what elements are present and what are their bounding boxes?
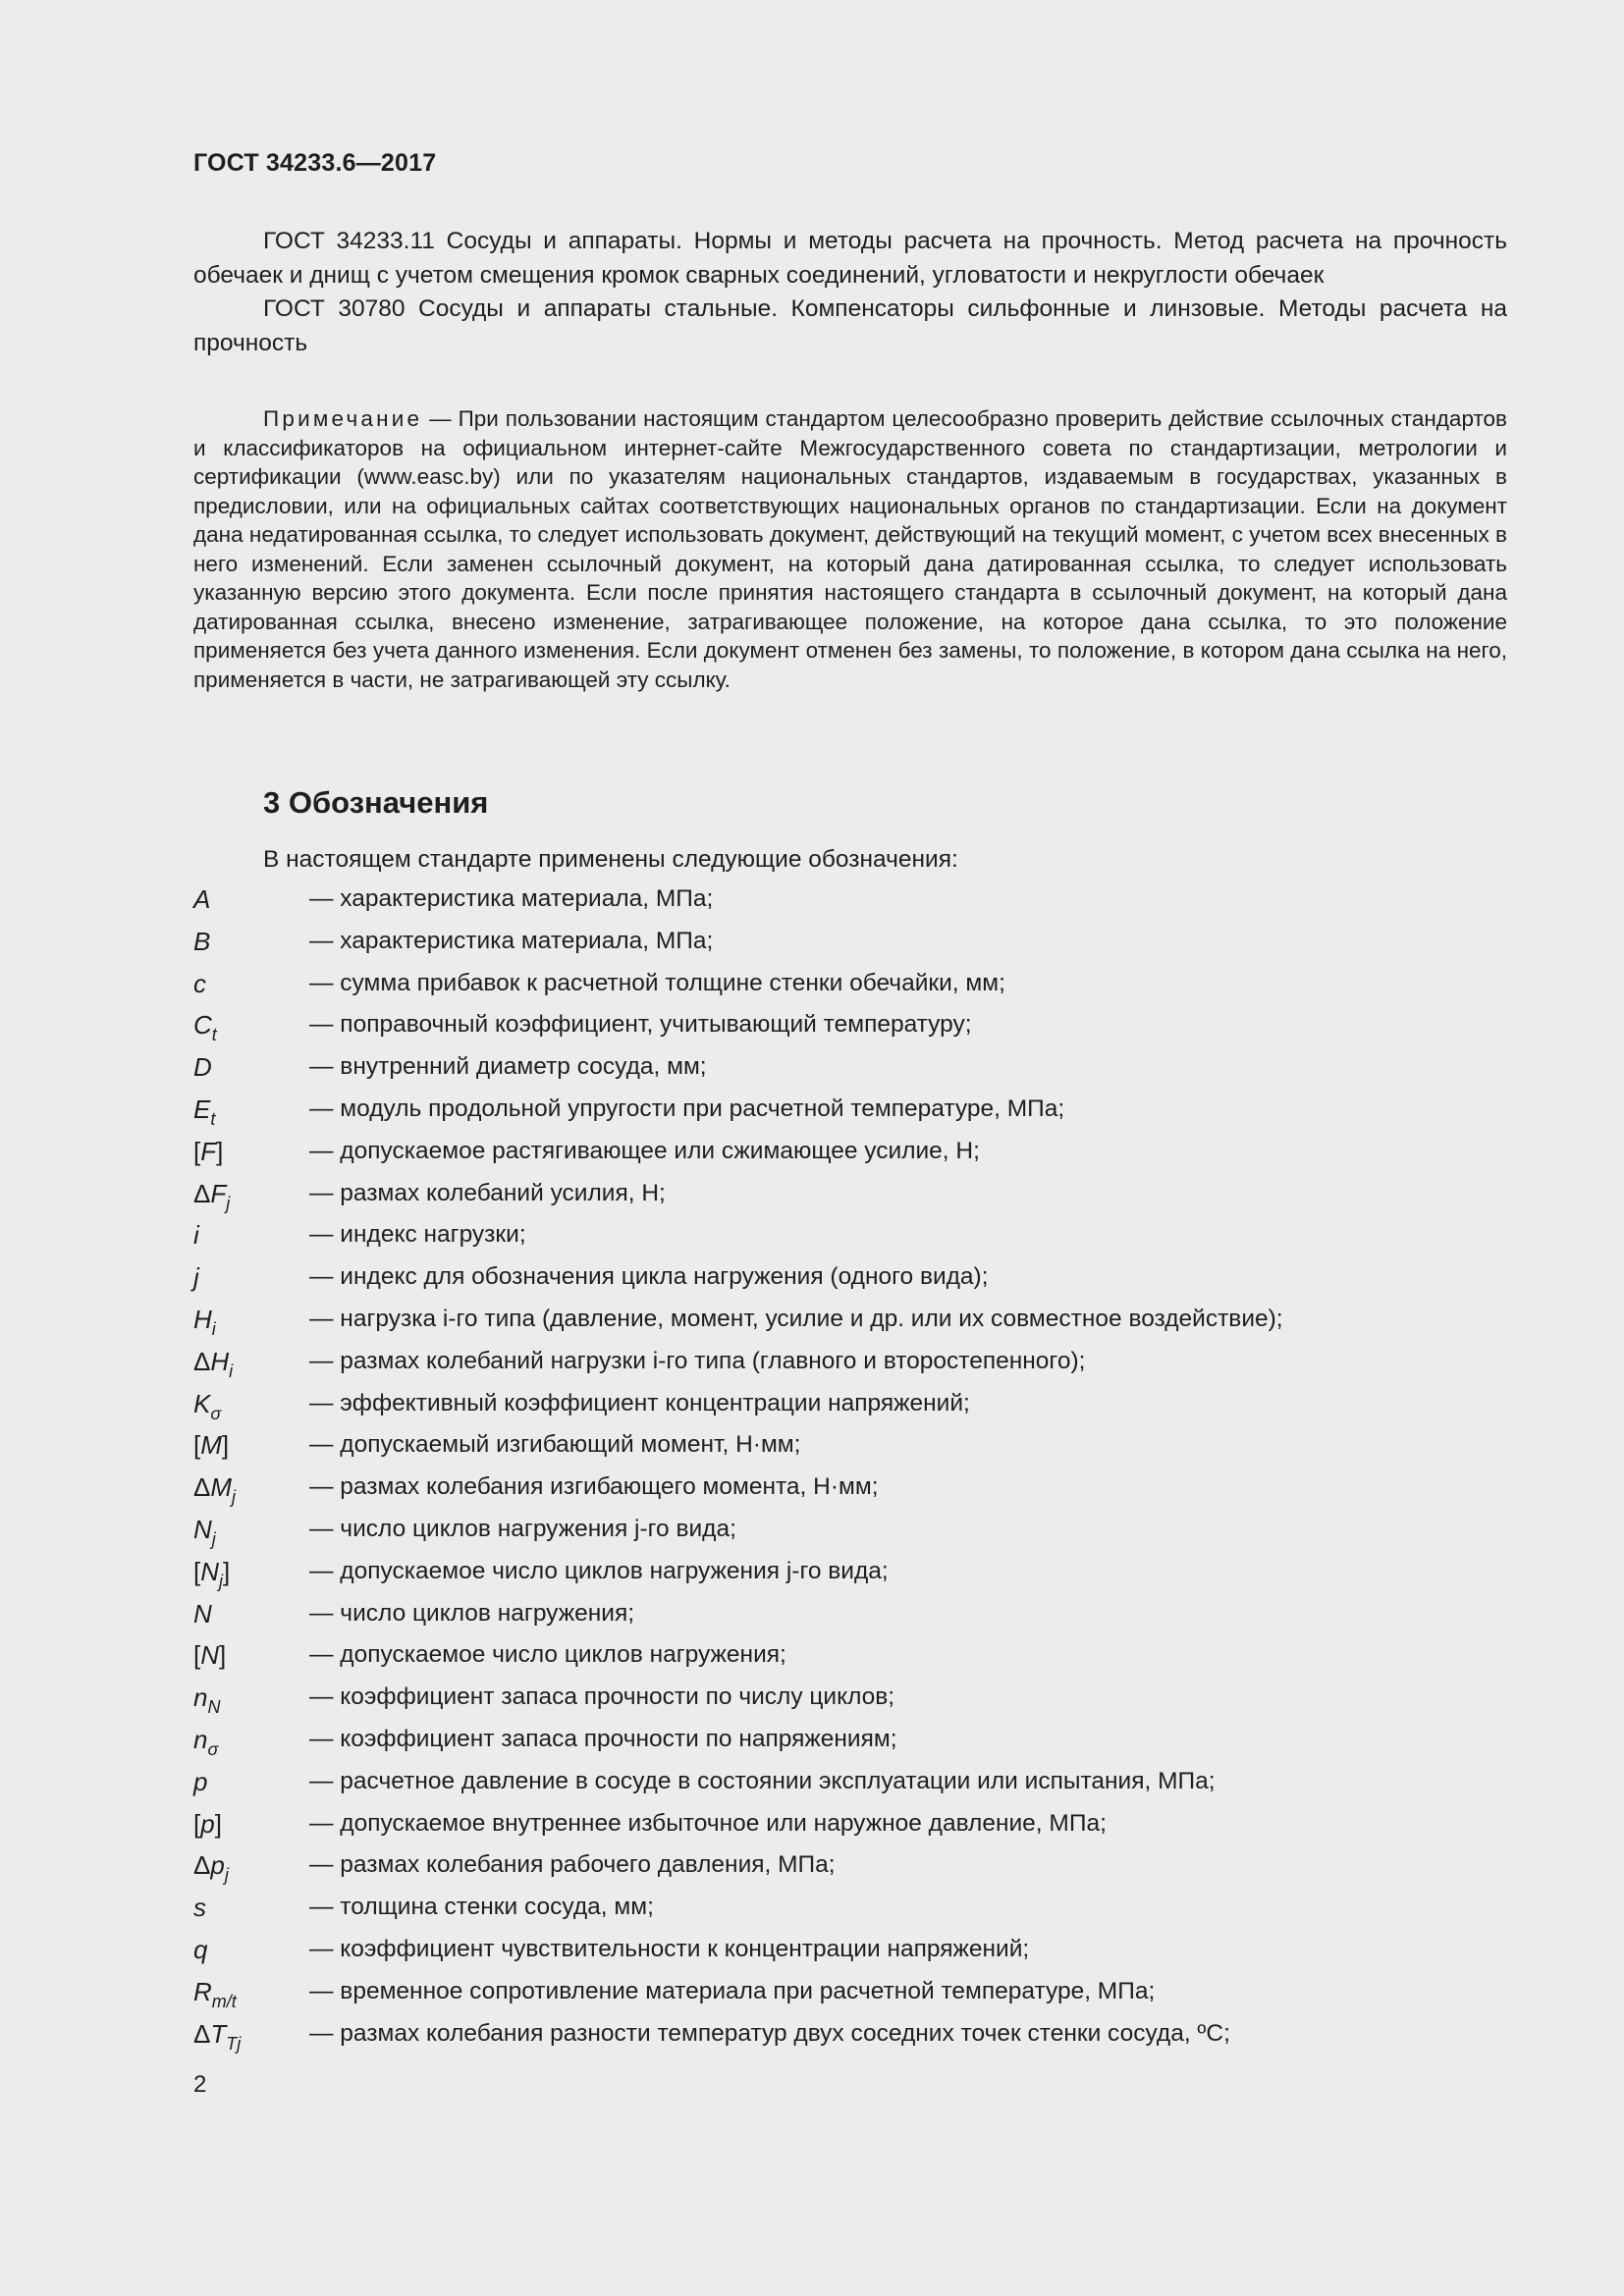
symbol-row [193,1135,1548,1177]
document-number-header: ГОСТ 34233.6—2017 [193,149,437,177]
symbol-row [193,1513,1548,1555]
symbol-description: — характеристика материала, МПа; [309,885,714,912]
symbol-description: — размах колебания изгибающего момента, Н·мм; [309,1473,879,1501]
symbol-description: — индекс нагрузки; [309,1221,526,1249]
symbol-row [193,1345,1548,1387]
symbol-row [193,1597,1548,1639]
symbol-prefix: Δ [193,2018,211,2049]
symbol-notation [193,1513,309,1556]
symbol-notation [193,1260,309,1304]
symbol-notation [193,1933,309,1976]
symbol-letter: T [210,2018,227,2049]
symbol-row [193,1260,1548,1303]
symbol-notation [193,967,309,1010]
symbol-subscript: i [229,1361,234,1381]
symbol-notation [193,1303,309,1346]
symbol-notation [193,2017,309,2060]
symbol-description: — характеристика материала, МПа; [309,927,714,954]
symbol-description: — коэффициент запаса прочности по напряжениям; [309,1725,897,1752]
symbol-row [193,1891,1548,1933]
symbol-description: — допускаемое число циклов нагружения j-го вида; [309,1557,889,1584]
symbol-description: — допускаемое растягивающее или сжимающее усилие, Н; [309,1137,980,1164]
symbol-prefix: Δ [193,1472,211,1503]
symbol-subscript: j [232,1487,237,1508]
symbol-description: — толщина стенки сосуда, мм; [309,1894,654,1921]
symbol-letter: A [193,884,211,914]
symbol-subscript: σ [207,1738,219,1759]
symbol-subscript: Tj [226,2033,242,2054]
symbol-row [193,1303,1548,1345]
symbol-suffix: ] [216,1136,224,1166]
symbol-prefix: Δ [193,1346,211,1376]
symbol-letter: N [193,1514,212,1544]
symbol-suffix: ] [223,1556,231,1586]
symbol-letter: q [193,1934,208,1964]
symbol-description: — допускаемый изгибающий момент, Н·мм; [309,1431,801,1459]
section-intro: В настоящем стандарте применены следующие обозначения: [263,846,958,873]
symbol-row [193,1681,1548,1723]
symbol-prefix: [ [193,1640,201,1671]
symbol-notation [193,1848,309,1892]
symbol-suffix: ] [219,1640,227,1671]
symbol-letter: M [210,1472,233,1503]
symbol-subscript: m/t [211,1991,237,2011]
symbol-description: — временное сопротивление материала при расчетной температуре, МПа; [309,1977,1156,2004]
symbol-letter: N [200,1556,220,1586]
symbol-row [193,1470,1548,1513]
page-number: 2 [193,2071,207,2098]
symbol-subscript: t [211,1025,217,1045]
symbol-row [193,1218,1548,1260]
symbol-letter: s [193,1893,206,1923]
symbol-notation [193,1470,309,1514]
symbol-notation [193,1723,309,1766]
symbol-prefix: Δ [193,1850,211,1881]
symbol-letter: C [193,1010,212,1041]
symbol-notation [193,1428,309,1471]
symbol-letter: E [193,1094,211,1124]
symbol-description: — размах колебаний нагрузки i-го типа (главного и второстепенного); [309,1347,1086,1374]
references-list [193,225,1507,360]
symbol-letter: K [193,1388,211,1418]
symbol-subscript: j [219,1571,224,1591]
symbol-letter: p [210,1850,225,1881]
symbol-letter: N [200,1640,220,1671]
symbol-letter: p [193,1766,208,1796]
symbol-letter: i [193,1220,199,1251]
symbol-letter: B [193,926,211,956]
symbol-description: — размах колебаний усилия, Н; [309,1179,666,1206]
symbol-notation [193,1555,309,1598]
symbol-letter: p [200,1808,215,1839]
symbol-notation [193,1975,309,2018]
symbol-description: — нагрузка i-го типа (давление, момент, усилие и др. или их совместное воздействие); [309,1305,1283,1332]
symbol-notation [193,1050,309,1094]
symbol-description: — поправочный коэффициент, учитывающий температуру; [309,1011,972,1039]
symbol-notation [193,1177,309,1220]
symbol-description: — коэффициент чувствительности к концентрации напряжений; [309,1935,1030,1962]
symbol-row [193,882,1548,925]
symbol-description: — коэффициент запаса прочности по числу циклов; [309,1683,895,1711]
symbol-subscript: σ [210,1403,222,1423]
symbol-row [193,1008,1548,1050]
symbol-row [193,1975,1548,2017]
symbol-notation [193,1891,309,1934]
symbol-notation [193,925,309,968]
symbol-subscript: i [211,1318,216,1339]
symbol-prefix: [ [193,1430,201,1461]
symbol-subscript: j [224,1865,229,1886]
symbols-list [193,882,1548,2058]
symbol-subscript: t [210,1108,216,1129]
symbol-row [193,2017,1548,2059]
symbol-letter: n [193,1682,208,1713]
symbol-description: — число циклов нагружения j-го вида; [309,1515,736,1542]
note-text: — При пользовании настоящим стандартом целесообразно проверить действие ссылочных стандартов и классификаторов на официальном интернет-сайте Межгосударственного совета по стандартизации, метрологии и сертификации (www.easc.by) или по указателям национальных стандартов, издаваемым в государствах, указанных в предисловии, или на официальных сайтах соответствующих национальных органов по стандартизации. Если на документ дана недатированная ссылка, то следует использовать документ, действующий на текущий момент, с учетом всех внесенных в него изменений. Если заменен ссылочный документ, на который дана датированная ссылка, то следует использовать указанную версию этого документа. Если после принятия настоящего стандарта в ссылочный документ, на который дана датированная ссылка, внесено изменение, затрагивающее положение, на которое дана ссылка, то это положение применяется без учета данного изменения. Если документ отменен без замены, то положение, в котором дана ссылка на него, применяется в части, не затрагивающей эту ссылку. [193,406,1507,692]
symbol-letter: c [193,968,206,998]
symbol-description: — индекс для обозначения цикла нагружения (одного вида); [309,1263,989,1291]
symbol-row [193,1050,1548,1093]
symbol-letter: F [210,1178,227,1208]
note-label: Примечание [263,406,423,431]
symbol-suffix: ] [214,1808,222,1839]
symbol-row [193,1638,1548,1681]
symbol-notation [193,882,309,926]
reference-item: ГОСТ 30780 Сосуды и аппараты стальные. Компенсаторы сильфонные и линзовые. Методы расчета на прочность [193,295,1507,356]
note-paragraph [193,404,1507,694]
symbol-description: — расчетное давление в сосуде в состоянии эксплуатации или испытания, МПа; [309,1767,1216,1794]
symbol-notation [193,1807,309,1850]
symbol-description: — число циклов нагружения; [309,1599,635,1627]
symbol-description: — допускаемое число циклов нагружения; [309,1641,786,1669]
symbol-subscript: N [207,1697,221,1718]
symbol-letter: H [210,1346,230,1376]
symbol-row [193,1765,1548,1807]
symbol-description: — эффективный коэффициент концентрации напряжений; [309,1389,970,1416]
symbol-notation [193,1597,309,1640]
symbol-description: — размах колебания разности температур двух соседних точек стенки сосуда, ºС; [309,2019,1230,2047]
symbol-row [193,1177,1548,1219]
symbol-letter: M [200,1430,222,1461]
symbol-letter: F [200,1136,217,1166]
symbol-letter: R [193,1976,212,2006]
symbol-description: — допускаемое внутреннее избыточное или наружное давление, МПа; [309,1809,1107,1837]
reference-item: ГОСТ 34233.11 Сосуды и аппараты. Нормы и методы расчета на прочность. Метод расчета на прочность обечаек и днищ с учетом смещения кромок сварных соединений, угловатости и некруглости обечаек [193,228,1507,289]
symbol-notation [193,1218,309,1261]
note-block [193,404,1507,694]
symbol-notation [193,1681,309,1724]
section-title: 3 Обозначения [263,785,489,820]
symbol-prefix: [ [193,1556,201,1586]
symbol-notation [193,1008,309,1051]
symbol-row [193,1848,1548,1891]
symbol-description: — размах колебания рабочего давления, МПа; [309,1851,836,1879]
symbol-letter: D [193,1052,212,1083]
symbol-row [193,1807,1548,1849]
symbol-description: — сумма прибавок к расчетной толщине стенки обечайки, мм; [309,969,1005,996]
symbol-letter: n [193,1724,208,1754]
symbol-row [193,1387,1548,1429]
symbol-notation [193,1135,309,1178]
symbol-row [193,1093,1548,1135]
symbol-prefix: [ [193,1808,201,1839]
symbol-suffix: ] [221,1430,230,1461]
symbol-prefix: Δ [193,1178,211,1208]
symbol-letter: j [193,1262,199,1293]
symbol-notation [193,1345,309,1388]
symbol-row [193,1723,1548,1765]
symbol-notation [193,1765,309,1808]
symbol-description: — модуль продольной упругости при расчетной температуре, МПа; [309,1095,1065,1122]
symbol-row [193,967,1548,1009]
symbol-prefix: [ [193,1136,201,1166]
symbol-row [193,1933,1548,1975]
symbol-subscript: j [226,1193,231,1213]
symbol-letter: N [193,1598,212,1629]
symbol-notation [193,1093,309,1136]
symbol-notation [193,1638,309,1682]
symbol-notation [193,1387,309,1430]
symbol-row [193,1555,1548,1597]
symbol-row [193,925,1548,967]
symbol-row [193,1428,1548,1470]
symbol-subscript: j [211,1528,216,1549]
symbol-description: — внутренний диаметр сосуда, мм; [309,1053,707,1081]
symbol-letter: H [193,1304,212,1334]
